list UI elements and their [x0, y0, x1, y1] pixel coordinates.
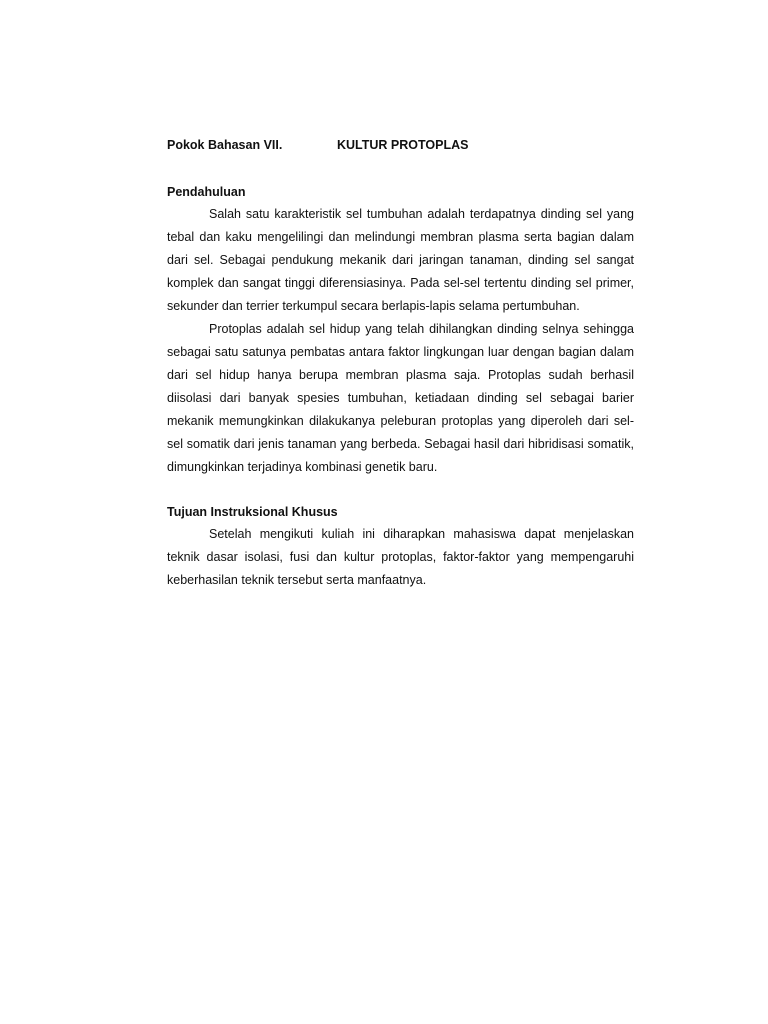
section-heading-introduction: Pendahuluan	[167, 185, 246, 199]
objectives-paragraph-1: Setelah mengikuti kuliah ini diharapkan mahasiswa dapat menjelaskan teknik dasar isolasi, fusi dan kultur protoplas, faktor-faktor yang mempengaruhi keberhasilan teknik tersebut serta manfaatnya.	[167, 527, 634, 587]
section-heading-objectives: Tujuan Instruksional Khusus	[167, 505, 338, 519]
page-content	[167, 137, 634, 592]
chapter-header	[167, 137, 634, 153]
introduction-paragraph-2: Protoplas adalah sel hidup yang telah dihilangkan dinding selnya sehingga sebagai satu satunya pembatas antara faktor lingkungan luar dengan bagian dalam dari sel hidup hanya berupa membran plasma saja. Protoplas sudah berhasil diisolasi dari banyak spesies tumbuhan, ketiadaan dinding sel sebagai barier mekanik memungkinkan dilakukanya peleburan protoplas yang diperoleh dari sel-sel somatik dari jenis tanaman yang berbeda. Sebagai hasil dari hibridisasi somatik, dimungkinkan terjadinya kombinasi genetik baru.	[167, 322, 634, 474]
chapter-label: Pokok Bahasan VII.	[167, 138, 283, 152]
introduction-paragraph-1: Salah satu karakteristik sel tumbuhan adalah terdapatnya dinding sel yang tebal dan kaku mengelilingi dan melindungi membran plasma serta bagian dalam dari sel. Sebagai pendukung mekanik dari jaringan tanaman, dinding sel sangat komplek dan sangat tinggi diferensiasinya. Pada sel-sel tertentu dinding sel primer, sekunder dan terrier terkumpul secara berlapis-lapis selama pertumbuhan.	[167, 207, 634, 313]
chapter-title: KULTUR PROTOPLAS	[337, 138, 469, 152]
